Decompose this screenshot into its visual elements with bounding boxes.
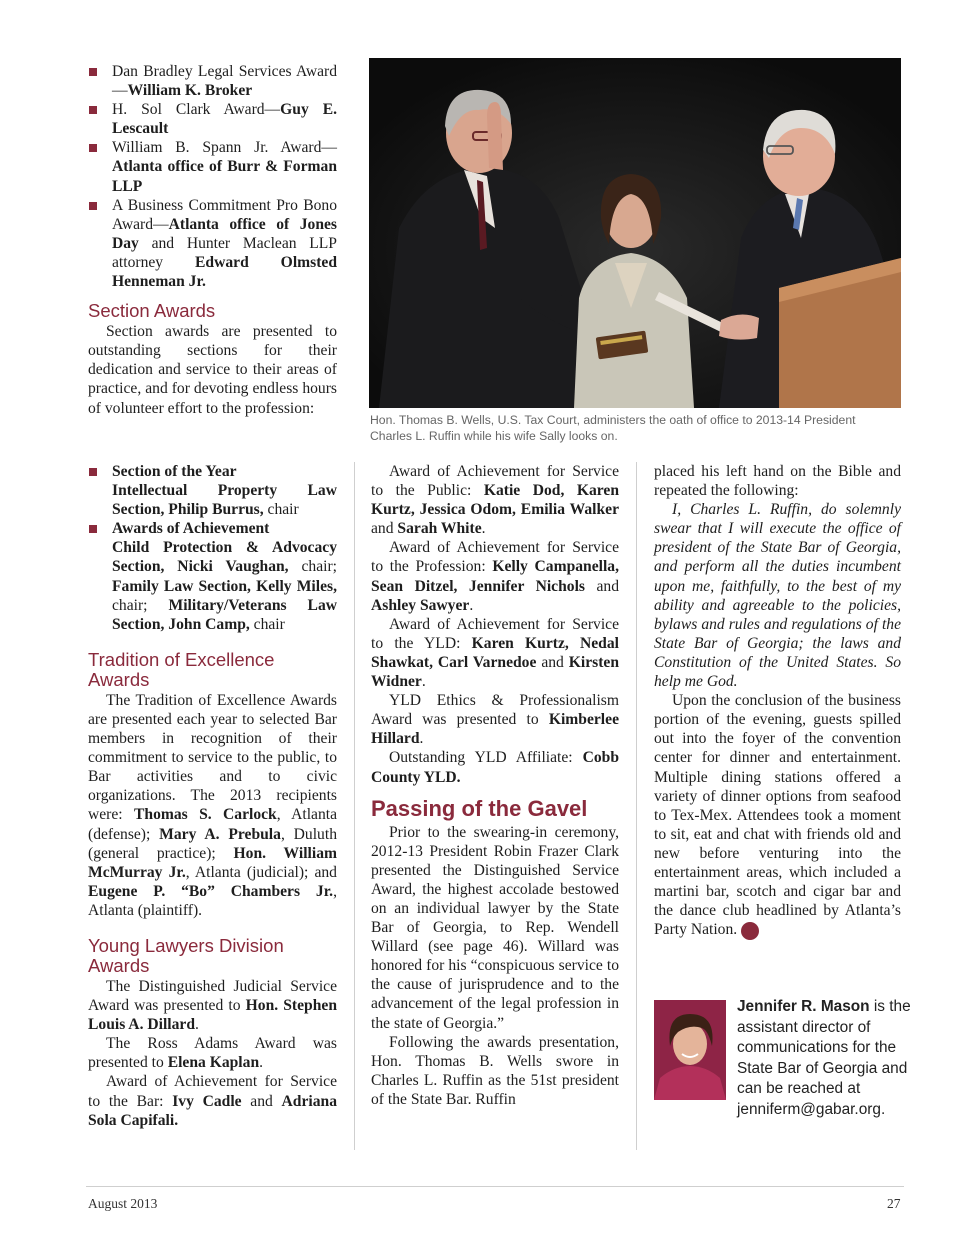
yld-paragraph: Award of Achievement for Service to the YLD: Karen Kurtz, Nedal Shawkat, Carl Varnedoe and Kirsten Widner. [371, 615, 620, 691]
column-divider [636, 462, 637, 1150]
author-portrait [654, 1000, 726, 1100]
author-bio: Jennifer R. Mason is the assistant director of communications for the State Bar of Georgia and can be reached at jenniferm@gabar.org. [737, 998, 911, 1118]
body-paragraph: placed his left hand on the Bible and repeated the following: [654, 463, 901, 500]
photo-caption: Hon. Thomas B. Wells, U.S. Tax Court, administers the oath of office to 2013-14 President Charles L. Ruffin while his wife Sally looks on. [370, 413, 856, 443]
yld-heading: Young Lawyers Division Awards [88, 934, 284, 976]
list-item: A Business Commitment Pro Bono Award—Atlanta office of Jones Day and Hunter Maclean LLP attorney Edward Olmsted Henneman Jr. [88, 196, 337, 291]
body-paragraph: Upon the conclusion of the business portion of the evening, guests spilled out into the foyer of the convention center for dinner and entertainment. Multiple dining stations offered a variety of dinner options from seafood to Tex-Mex. Attendees took a moment to sit, eat and chat with friends old and new before venturing into the entertainment areas, which included a martini bar, scotch and cigar bar and the dance club headlined by Atlanta’s Party Nation. GBJ [654, 692, 901, 939]
column-1 [88, 462, 337, 1130]
column-3 [654, 462, 901, 940]
yld-paragraph: Award of Achievement for Service to the Public: Katie Dod, Karen Kurtz, Jessica Odom, Emilia Walker and Sarah White. [371, 463, 619, 538]
page-number: 27 [887, 1196, 901, 1211]
footer-divider [86, 1186, 904, 1187]
list-item: Section of the Year Intellectual Property Law Section, Philip Burrus, chair [88, 462, 337, 519]
section-awards-heading: Section Awards [88, 300, 216, 322]
yld-paragraph: Outstanding YLD Affiliate: Cobb County YLD. [371, 749, 619, 786]
list-item: Dan Bradley Legal Services Award—William K. Broker [88, 62, 337, 100]
yld-paragraph: The Distinguished Judicial Service Award was presented to Hon. Stephen Louis A. Dillard. [88, 977, 337, 1034]
section-award-list [88, 462, 337, 634]
gavel-paragraph: Following the awards presentation, Hon. Thomas B. Wells swore in Charles L. Ruffin as the 51st president of the State Bar. Ruffin [371, 1033, 619, 1108]
gavel-paragraph: Prior to the swearing-in ceremony, 2012-13 President Robin Frazer Clark presented the Distinguished Service Award, the highest accolade bestowed on an individual lawyer by the State Bar of Georgia, to Rep. Wendell Willard (see page 46). Willard was honored for his “conspicuous service to the cause of jurisprudence and to the advancement of the legal profession in the state of Georgia.” [371, 823, 619, 1032]
tradition-text: The Tradition of Excellence Awards are presented each year to selected Bar members in recognition of their commitment to service to the public, to Bar activities and to civic organizations. The 2013 recipients were: Thomas S. Carlock, Atlanta (defense); Mary A. Prebula, Duluth (general practice); Hon. William McMurray Jr., Atlanta (judicial); and Eugene P. “Bo” Chambers Jr., Atlanta (plaintiff). [88, 691, 338, 919]
gbj-end-mark-icon: GBJ [741, 922, 759, 940]
column-divider [354, 462, 355, 1150]
oath-text: I, Charles L. Ruffin, do solemnly swear that I will execute the office of president of the State Bar of Georgia, and perform all the duties incumbent upon me, faithfully, to the best of my ability and agreeable to the policies, bylaws and rules and regulations of the State Bar of Georgia; the laws and Constitution of the United States. So help me God. [654, 501, 901, 691]
column-1-top [88, 62, 337, 418]
award-list [88, 62, 337, 291]
section-awards-text: Section awards are presented to outstanding sections for their dedication and service to their areas of practice, and for devoting endless hours of volunteer effort to the profession: [88, 323, 337, 417]
author-photo [654, 1000, 726, 1100]
oath-photo-illustration [369, 58, 901, 408]
yld-paragraph: Award of Achievement for Service to the Profession: Kelly Campanella, Sean Ditzel, Jennifer Nichols and Ashley Sawyer. [371, 539, 620, 614]
column-2 [371, 462, 619, 1109]
yld-paragraph: YLD Ethics & Professionalism Award was presented to Kimberlee Hillard. [371, 692, 619, 748]
yld-paragraph: The Ross Adams Award was presented to Elena Kaplan. [88, 1035, 337, 1072]
yld-paragraph: Award of Achievement for Service to the Bar: Ivy Cadle and Adriana Sola Capifali. [88, 1073, 338, 1129]
footer-date: August 2013 [88, 1196, 158, 1211]
list-item: Awards of Achievement Child Protection & Advocacy Section, Nicki Vaughan, chair; Family Law Section, Kelly Miles, chair; Military/Veterans Law Section, John Camp, chair [88, 519, 337, 634]
list-item: William B. Spann Jr. Award—Atlanta office of Burr & Forman LLP [88, 138, 337, 195]
gavel-heading: Passing of the Gavel [371, 795, 588, 821]
oath-photo [369, 58, 901, 408]
tradition-heading: Tradition of Excellence Awards [88, 648, 275, 690]
list-item: H. Sol Clark Award—Guy E. Lescault [88, 100, 337, 138]
